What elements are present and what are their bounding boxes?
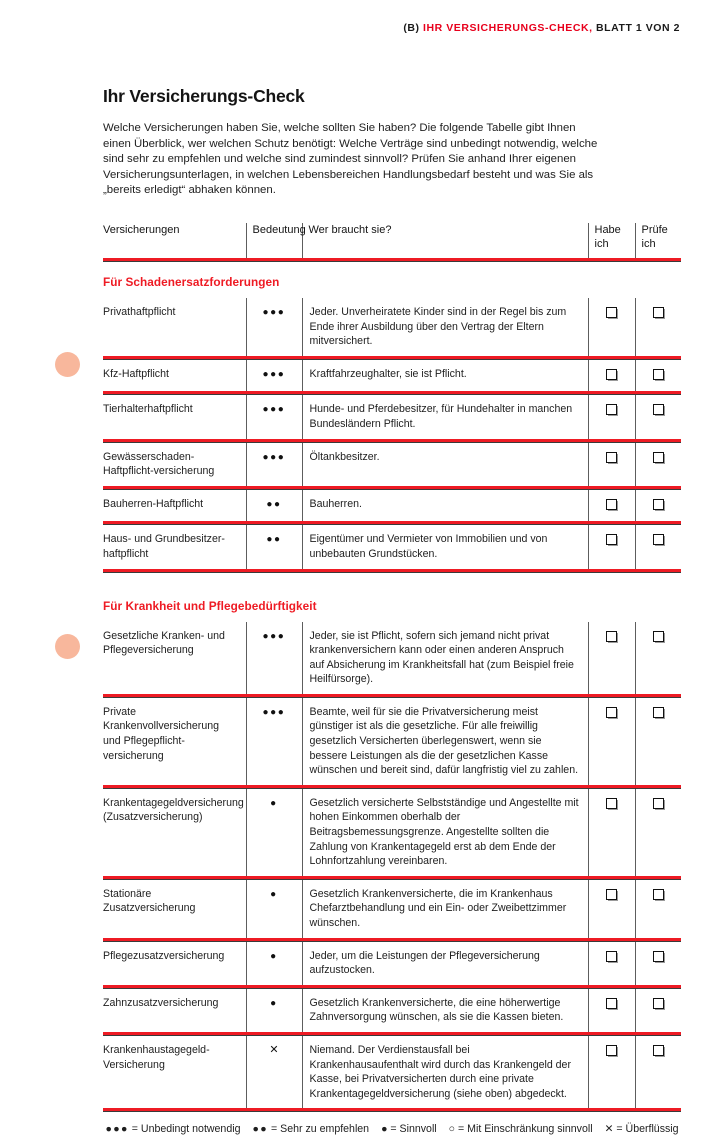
table-row xyxy=(103,1036,681,1108)
have-it-checkbox-cell[interactable] xyxy=(588,622,635,694)
table-row xyxy=(103,443,681,486)
have-it-checkbox[interactable] xyxy=(606,1045,617,1056)
who-needs-it: Gesetzlich versicherte Selbstständige und Angestellte mit hohen Einkommen oberhalb der Beitragsbemessungsgrenze. Angestellte sollten die Zahlung von Krankentagegeld erst ab dem Ende der Lohnfortzahlung vereinbaren. xyxy=(302,789,588,876)
table-row xyxy=(103,490,681,522)
legend-item xyxy=(605,1122,679,1136)
will-check-checkbox[interactable] xyxy=(653,499,664,510)
legend-item xyxy=(449,1122,593,1136)
have-it-checkbox-cell[interactable] xyxy=(588,525,635,568)
have-it-checkbox[interactable] xyxy=(606,404,617,415)
rating-symbol-icon: ●●● xyxy=(262,630,286,642)
rating-cell xyxy=(246,942,302,985)
insurance-name: Bauherren-Haftpflicht xyxy=(103,497,204,510)
have-it-checkbox-cell[interactable] xyxy=(588,490,635,522)
table-row xyxy=(103,298,681,356)
have-it-checkbox[interactable] xyxy=(606,534,617,545)
legend-item xyxy=(252,1122,369,1136)
will-check-checkbox[interactable] xyxy=(653,534,664,545)
have-it-checkbox-cell[interactable] xyxy=(588,989,635,1032)
will-check-checkbox-cell[interactable] xyxy=(635,395,681,438)
legend-item xyxy=(105,1122,240,1136)
have-it-checkbox[interactable] xyxy=(606,369,617,380)
who-needs-it: Eigentümer und Vermieter von Immobilien und von unbebauten Grundstücken. xyxy=(302,525,588,568)
insurance-name: Stationäre Zusatzversicherung xyxy=(103,887,196,915)
have-it-checkbox-cell[interactable] xyxy=(588,395,635,438)
will-check-checkbox[interactable] xyxy=(653,631,664,642)
will-check-checkbox-cell[interactable] xyxy=(635,443,681,486)
table-row xyxy=(103,789,681,876)
who-needs-it: Öltankbesitzer. xyxy=(302,443,588,486)
table-row xyxy=(103,360,681,392)
will-check-checkbox[interactable] xyxy=(653,951,664,962)
rating-symbol-icon: ●●● xyxy=(262,451,286,463)
will-check-checkbox-cell[interactable] xyxy=(635,789,681,876)
legend-symbol-icon: ●● xyxy=(252,1123,269,1136)
insurance-name: Krankenhaustagegeld-Versicherung xyxy=(103,1043,210,1071)
who-needs-it: Beamte, weil für sie die Privatversicherung meist günstiger ist als die gesetzliche. Für alle freiwillig gesetzlich Versicherten überlegenswert, wenn sie bessere Leistungen als die der gesetzlichen Kasse wünschen und bereit sind, dafür langfristig viel zu zahlen. xyxy=(302,698,588,785)
will-check-checkbox[interactable] xyxy=(653,1045,664,1056)
intro-paragraph: Welche Versicherungen haben Sie, welche sollten Sie haben? Die folgende Tabelle gibt Ihnen einen Überblick, wer welchen Schutz benötigt: Welche Verträge sind unbedingt notwendig, welche sind sehr zu empfehlen und welche sind zumindest sinnvoll? Prüfen Sie anhand Ihrer eigenen Versicherungsunterlagen, in welchen Lebensbereichen Handlungsbedarf besteht und was Sie als „bereits erledigt“ abhaken können. xyxy=(103,122,598,197)
rating-symbol-icon: ●●● xyxy=(262,306,286,318)
legend-label: = Mit Einschränkung sinnvoll xyxy=(455,1123,593,1136)
insurance-table-body xyxy=(103,223,681,1112)
rating-symbol-icon: ✕ xyxy=(269,1043,279,1056)
legend-symbol-icon: ○ xyxy=(448,1123,456,1136)
margin-dot-icon xyxy=(55,634,80,659)
table-rule xyxy=(103,1108,681,1112)
have-it-checkbox[interactable] xyxy=(606,707,617,718)
legend xyxy=(103,1122,681,1136)
rating-symbol-icon: ●●● xyxy=(262,404,286,416)
rating-symbol-icon: ● xyxy=(270,797,278,809)
table-row xyxy=(103,880,681,938)
legend-symbol-icon: ● xyxy=(381,1123,388,1136)
legend-symbol-icon: ●●● xyxy=(105,1123,129,1136)
insurance-name: Gesetzliche Kranken- und Pflegeversicherung xyxy=(103,629,225,657)
have-it-checkbox[interactable] xyxy=(606,631,617,642)
will-check-checkbox-cell[interactable] xyxy=(635,942,681,985)
table-header-row xyxy=(103,223,681,258)
insurance-table xyxy=(103,223,681,1112)
section-gap xyxy=(103,573,681,586)
rating-cell xyxy=(246,1036,302,1108)
rating-cell xyxy=(246,525,302,568)
rating-symbol-icon: ● xyxy=(270,950,278,962)
will-check-checkbox-cell[interactable] xyxy=(635,989,681,1032)
running-head-title: IHR VERSICHERUNGS-CHECK, xyxy=(423,22,593,34)
will-check-checkbox-cell[interactable] xyxy=(635,360,681,392)
have-it-checkbox-cell[interactable] xyxy=(588,942,635,985)
will-check-checkbox-cell[interactable] xyxy=(635,525,681,568)
have-it-checkbox-cell[interactable] xyxy=(588,880,635,938)
who-needs-it: Hunde- und Pferdebesitzer, für Hundehalter in manchen Bundesländern Pflicht. xyxy=(302,395,588,438)
who-needs-it: Bauherren. xyxy=(302,490,588,522)
rating-symbol-icon: ● xyxy=(270,888,278,900)
have-it-checkbox[interactable] xyxy=(606,951,617,962)
who-needs-it: Gesetzlich Krankenversicherte, die eine höherwertige Zahnversorgung wünschen, als sie die Kassen bieten. xyxy=(302,989,588,1032)
who-needs-it: Jeder. Unverheiratete Kinder sind in der Regel bis zum Ende ihrer Ausbildung über den Vertrag der Eltern mitversichert. xyxy=(302,298,588,356)
will-check-checkbox[interactable] xyxy=(653,307,664,318)
table-header-name: Versicherungen xyxy=(103,223,180,236)
will-check-checkbox-cell[interactable] xyxy=(635,698,681,785)
rating-cell xyxy=(246,298,302,356)
legend-item xyxy=(381,1122,437,1136)
have-it-checkbox-cell[interactable] xyxy=(588,698,635,785)
section-title: Für Krankheit und Pflegebedürftigkeit xyxy=(103,598,317,613)
table-header-check: Prüfe ich xyxy=(635,223,681,258)
running-head-prefix: (B) xyxy=(403,22,420,34)
page-title: Ihr Versicherungs-Check xyxy=(103,86,305,106)
rating-cell xyxy=(246,880,302,938)
will-check-checkbox[interactable] xyxy=(653,889,664,900)
running-head-page: BLATT 1 VON 2 xyxy=(596,22,680,34)
table-row xyxy=(103,989,681,1032)
have-it-checkbox[interactable] xyxy=(606,889,617,900)
who-needs-it: Jeder, sie ist Pflicht, sofern sich jemand nicht privat krankenversichern kann oder einen anderen Anspruch auf Absicherung im Krankheitsfall hat (zum Beispiel freie Heilfürsorge). xyxy=(302,622,588,694)
section-title: Für Schadenersatzforderungen xyxy=(103,274,280,289)
table-section-header xyxy=(103,586,681,622)
legend-symbol-icon: ✕ xyxy=(604,1123,614,1136)
have-it-checkbox-cell[interactable] xyxy=(588,443,635,486)
insurance-name: Privathaftpflicht xyxy=(103,305,176,318)
table-row xyxy=(103,525,681,568)
who-needs-it: Niemand. Der Verdienstausfall bei Krankenhausaufenthalt wird durch das Krankengeld der Kasse, bei Privatversicherten durch eine private Krankentagegeldversicherung (siehe oben) abgedeckt. xyxy=(302,1036,588,1108)
rating-symbol-icon: ●● xyxy=(266,534,282,546)
rating-cell xyxy=(246,622,302,694)
table-row xyxy=(103,942,681,985)
have-it-checkbox-cell[interactable] xyxy=(588,1036,635,1108)
have-it-checkbox[interactable] xyxy=(606,798,617,809)
table-header-who: Wer braucht sie? xyxy=(302,223,588,258)
rating-cell xyxy=(246,395,302,438)
rating-cell xyxy=(246,789,302,876)
margin-dot-icon xyxy=(55,352,80,377)
have-it-checkbox[interactable] xyxy=(606,499,617,510)
have-it-checkbox[interactable] xyxy=(606,307,617,318)
insurance-name: Krankentagegeldversicherung (Zusatzversicherung) xyxy=(103,796,244,824)
table-row xyxy=(103,622,681,694)
will-check-checkbox-cell[interactable] xyxy=(635,298,681,356)
insurance-name: Pflegezusatzversicherung xyxy=(103,949,225,962)
table-header-rating: Bedeutung xyxy=(246,223,302,258)
will-check-checkbox-cell[interactable] xyxy=(635,880,681,938)
insurance-name: Private Krankenvollversicherung und Pflegepflicht-versicherung xyxy=(103,705,220,762)
insurance-name: Haus- und Grundbesitzer-haftpflicht xyxy=(103,533,225,560)
legend-label: = Sinnvoll xyxy=(387,1123,437,1136)
have-it-checkbox-cell[interactable] xyxy=(588,360,635,392)
will-check-checkbox[interactable] xyxy=(653,707,664,718)
will-check-checkbox-cell[interactable] xyxy=(635,490,681,522)
rating-symbol-icon: ● xyxy=(270,997,278,1009)
insurance-name: Tierhalterhaftpflicht xyxy=(103,403,193,416)
page-content xyxy=(103,0,681,1136)
legend-label: = Unbedingt notwendig xyxy=(128,1123,241,1136)
will-check-checkbox[interactable] xyxy=(653,369,664,380)
rating-cell xyxy=(246,490,302,522)
insurance-name: Gewässerschaden-Haftpflicht-versicherung xyxy=(103,450,215,478)
insurance-name: Zahnzusatzversicherung xyxy=(103,996,219,1009)
table-row xyxy=(103,698,681,785)
rating-cell xyxy=(246,698,302,785)
will-check-checkbox[interactable] xyxy=(653,998,664,1009)
will-check-checkbox[interactable] xyxy=(653,404,664,415)
rating-symbol-icon: ●● xyxy=(266,498,282,510)
rating-cell xyxy=(246,989,302,1032)
will-check-checkbox-cell[interactable] xyxy=(635,622,681,694)
table-header-have: Habe ich xyxy=(588,223,635,258)
who-needs-it: Jeder, um die Leistungen der Pflegeversicherung aufzustocken. xyxy=(302,942,588,985)
legend-label: = Sehr zu empfehlen xyxy=(268,1123,370,1136)
who-needs-it: Kraftfahrzeughalter, sie ist Pflicht. xyxy=(302,360,588,392)
have-it-checkbox-cell[interactable] xyxy=(588,298,635,356)
rating-symbol-icon: ●●● xyxy=(262,706,286,718)
will-check-checkbox-cell[interactable] xyxy=(635,1036,681,1108)
rating-cell xyxy=(246,443,302,486)
legend-label: = Überflüssig xyxy=(613,1123,679,1136)
will-check-checkbox[interactable] xyxy=(653,798,664,809)
will-check-checkbox[interactable] xyxy=(653,452,664,463)
table-row xyxy=(103,395,681,438)
who-needs-it: Gesetzlich Krankenversicherte, die im Krankenhaus Chefarztbehandlung und ein Ein- oder Zweibettzimmer wünschen. xyxy=(302,880,588,938)
have-it-checkbox-cell[interactable] xyxy=(588,789,635,876)
table-section-header xyxy=(103,262,681,298)
insurance-name: Kfz-Haftpflicht xyxy=(103,367,169,380)
rating-cell xyxy=(246,360,302,392)
rating-symbol-icon: ●●● xyxy=(262,368,286,380)
have-it-checkbox[interactable] xyxy=(606,998,617,1009)
have-it-checkbox[interactable] xyxy=(606,452,617,463)
